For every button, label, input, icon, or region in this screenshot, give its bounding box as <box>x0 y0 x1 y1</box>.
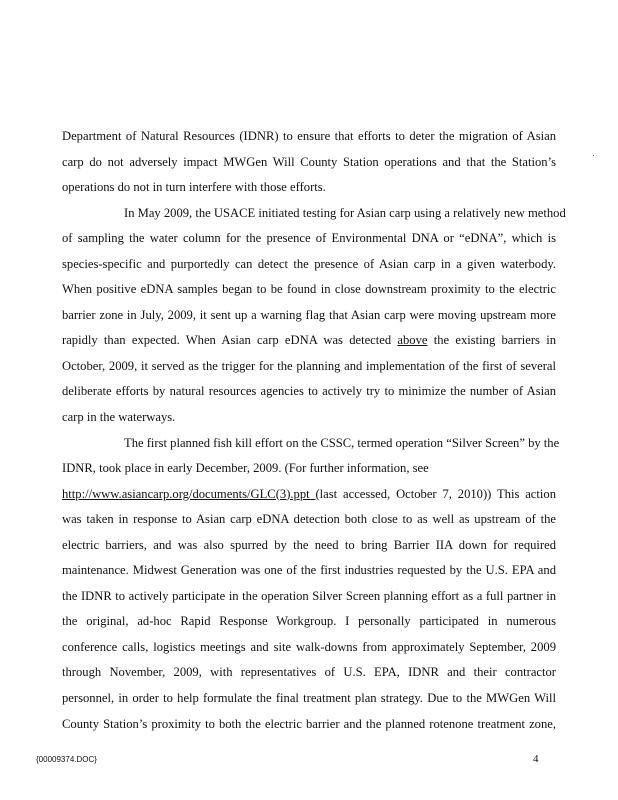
text-line <box>62 328 556 354</box>
text-line: When positive eDNA samples began to be found in close downstream proximity to the electric <box>62 282 556 297</box>
text-line: operations do not in turn interfere with those efforts. <box>62 180 326 195</box>
text-line: personnel, in order to help formulate the final treatment plan strategy. Due to the MWGen Will <box>62 691 556 706</box>
text-line: maintenance. Midwest Generation was one of the first industries requested by the U.S. EPA and <box>62 563 556 578</box>
text-line: species-specific and purportedly can detect the presence of Asian carp in a given waterbody. <box>62 256 556 271</box>
text-line: of sampling the water column for the presence of Environmental DNA or “eDNA”, which is <box>62 231 556 246</box>
text-line: barrier zone in July, 2009, it sent up a warning flag that Asian carp were moving upstream more <box>62 307 556 322</box>
footer-document-id: {00009374.DOC} <box>36 755 97 764</box>
text-line: through November, 2009, with representatives of U.S. EPA, IDNR and their contractor <box>62 665 556 680</box>
text-segment: rapidly than expected. When Asian carp eDNA was detected <box>62 333 392 348</box>
document-body <box>62 124 566 737</box>
text-line: October, 2009, it served as the trigger for the planning and implementation of the first of several <box>62 358 556 373</box>
text-segment: (last accessed, October 7, 2010)) This action <box>315 486 556 501</box>
text-line: electric barriers, and was also spurred by the need to bring Barrier IIA down for required <box>62 537 556 552</box>
text-line: the original, ad-hoc Rapid Response Workgroup. I personally participated in numerous <box>62 614 556 629</box>
text-line: conference calls, logistics meetings and site walk-downs from approximately September, 2009 <box>62 639 556 654</box>
page-number: 4 <box>533 753 539 765</box>
text-line: carp in the waterways. <box>62 410 176 425</box>
text-line <box>62 482 556 508</box>
text-line: the IDNR to actively participate in the operation Silver Screen planning effort as a full partner in <box>62 588 556 603</box>
text-line: Department of Natural Resources (IDNR) to ensure that efforts to deter the migration of Asian <box>62 129 556 143</box>
text-line: In May 2009, the USACE initiated testing for Asian carp using a relatively new method <box>124 205 566 220</box>
text-segment: the existing barriers in <box>427 333 556 348</box>
scan-speck <box>593 155 594 156</box>
text-line: County Station’s proximity to both the electric barrier and the planned rotenone treatment zone, <box>62 716 556 731</box>
text-line: was taken in response to Asian carp eDNA detection both close to as well as upstream of the <box>62 512 556 527</box>
text-line: carp do not adversely impact MWGen Will County Station operations and that the Station’s <box>62 154 556 169</box>
underlined-word: above <box>397 333 428 348</box>
text-line: The first planned fish kill effort on the CSSC, termed operation “Silver Screen” by the <box>124 435 560 450</box>
text-line: IDNR, took place in early December, 2009. (For further information, see <box>62 461 429 476</box>
reference-link[interactable]: http://www.asiancarp.org/documents/GLC(3).ppt <box>62 486 316 501</box>
text-line: deliberate efforts by natural resources agencies to actively try to minimize the number of Asian <box>62 384 556 399</box>
